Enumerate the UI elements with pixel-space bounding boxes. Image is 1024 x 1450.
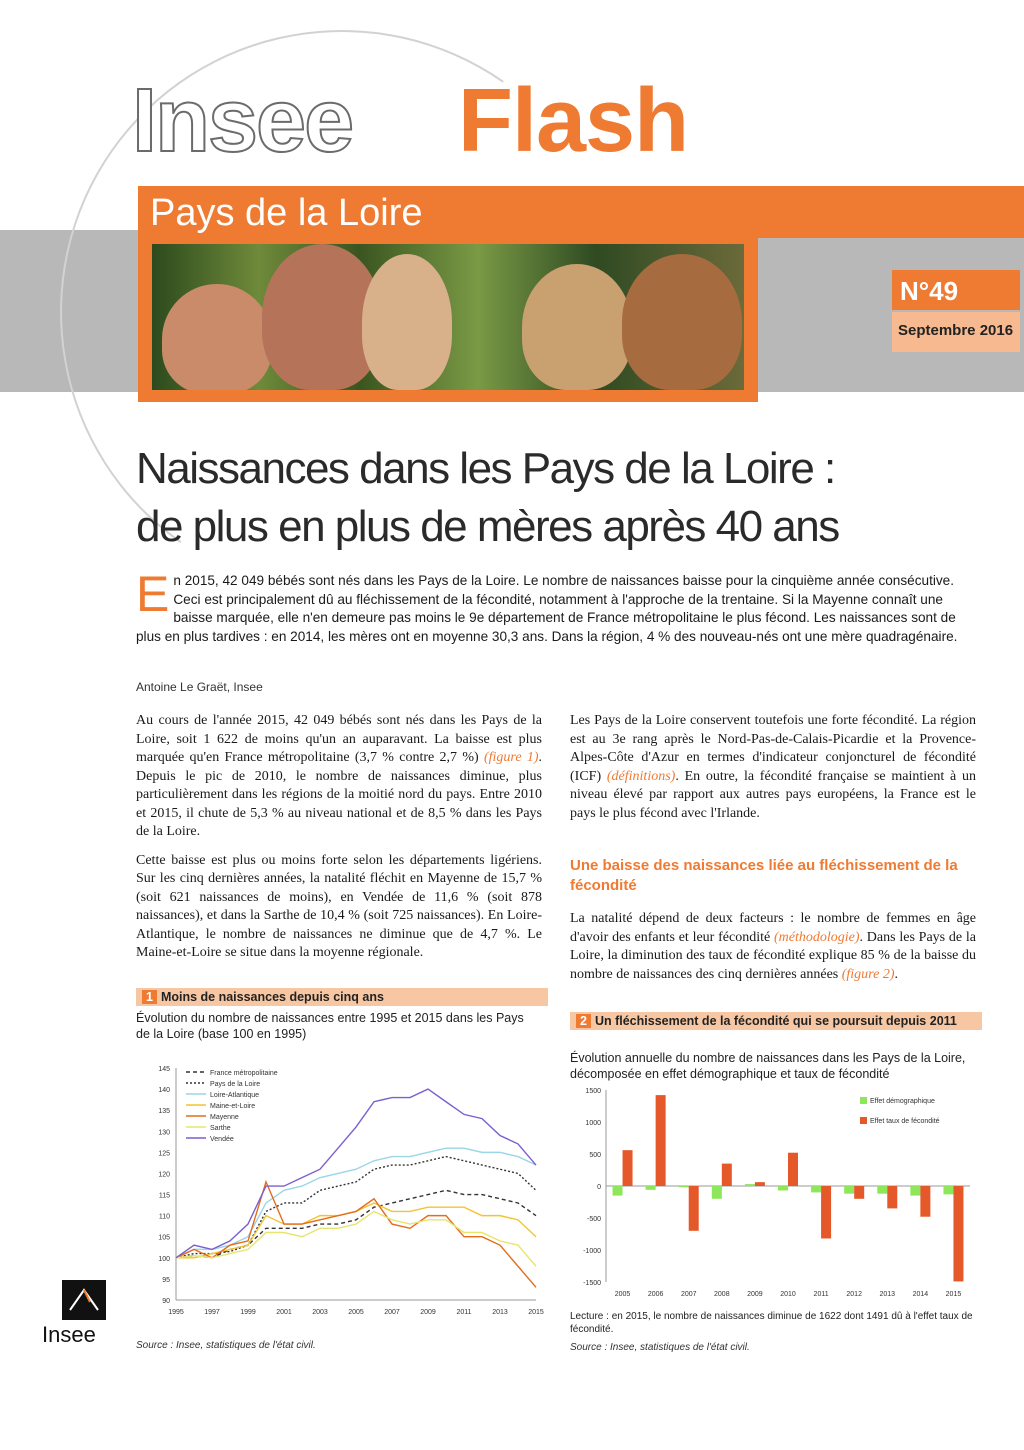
x-tick-label: 2007 (384, 1309, 400, 1316)
x-tick-label: 2010 (780, 1291, 796, 1298)
bar (811, 1186, 821, 1192)
figure2-title: 2 Un fléchissement de la fécondité qui se poursuit depuis 2011 (570, 1012, 982, 1030)
bar (854, 1186, 864, 1199)
bar (712, 1186, 722, 1199)
y-tick-label: 120 (158, 1171, 170, 1179)
x-tick-label: 2012 (846, 1291, 862, 1298)
legend-label: Pays de la Loire (210, 1081, 261, 1088)
bar (910, 1186, 920, 1196)
figure1-source: Source : Insee, statistiques de l'état civil. (136, 1340, 316, 1351)
legend-label: Mayenne (210, 1114, 239, 1121)
x-tick-label: 2006 (647, 1291, 664, 1298)
insee-logo-text: Insee (42, 1322, 96, 1347)
bar (788, 1153, 798, 1186)
lead-paragraph (136, 566, 976, 646)
y-tick-label: 500 (589, 1152, 601, 1159)
legend-label: Effet démographique (870, 1098, 935, 1105)
bar (887, 1186, 897, 1208)
dropcap: E (136, 566, 170, 622)
y-tick-label: 100 (158, 1255, 170, 1263)
x-tick-label: 2011 (456, 1309, 472, 1316)
y-tick-label: 115 (158, 1192, 170, 1200)
x-tick-label: 2003 (312, 1309, 328, 1316)
series-line (176, 1182, 536, 1287)
methodology-link[interactable]: (méthodologie) (773, 929, 860, 945)
legend-label: France métropolitaine (210, 1070, 278, 1077)
x-tick-label: 2005 (614, 1291, 631, 1298)
y-tick-label: 145 (158, 1066, 170, 1073)
figure2-subtitle: Évolution annuelle du nombre de naissances dans les Pays de la Loire, décomposée en effet démographique et taux de fécondité (570, 1051, 966, 1081)
bar (679, 1186, 689, 1187)
y-tick-label: 135 (158, 1108, 170, 1116)
bar (656, 1095, 666, 1186)
x-tick-label: 2011 (813, 1291, 829, 1298)
y-tick-label: 1500 (585, 1088, 601, 1095)
x-tick-label: 2001 (276, 1309, 292, 1316)
y-tick-label: 105 (158, 1234, 170, 1242)
x-tick-label: 2009 (747, 1291, 763, 1298)
brand-flash: Flash (458, 71, 689, 171)
y-tick-label: 140 (158, 1087, 170, 1095)
bar (745, 1184, 755, 1186)
figure-link[interactable]: (figure 2) (841, 966, 895, 982)
bar (722, 1164, 732, 1186)
figure2-bar-chart (570, 1082, 980, 1304)
x-tick-label: 1997 (204, 1309, 220, 1316)
y-tick-label: -1500 (583, 1280, 601, 1287)
x-tick-label: 1999 (240, 1309, 256, 1316)
series-line (176, 1157, 536, 1258)
bar (646, 1186, 656, 1190)
y-tick-label: 130 (158, 1129, 170, 1137)
paragraph: Cette baisse est plus ou moins forte selon les départements ligériens. Sur les cinq dernières années, la natalité fléchit en Mayenne de 15,7 % (soit 621 naissances de moins), en Vendée de 11,6 % (soit 878 naissances), et dans la Sarthe de 10,4 % (soit 725 naissances). En Loire-Atlantique, le nombre de naissances ne diminue que de 4,7 %. Le Maine-et-Loire se situe dans la moyenne régionale. (136, 852, 542, 960)
article-title (136, 440, 896, 556)
y-tick-label: 110 (158, 1213, 170, 1221)
cover-photo (152, 244, 744, 390)
bar (953, 1186, 963, 1281)
bar (778, 1186, 788, 1190)
article-title-line2: de plus en plus de mères après 40 ans (136, 502, 839, 551)
x-tick-label: 2008 (714, 1291, 730, 1298)
legend-label: Sarthe (210, 1125, 231, 1132)
x-tick-label: 2007 (680, 1291, 697, 1298)
y-tick-label: 95 (162, 1276, 170, 1284)
bar (755, 1182, 765, 1186)
column-left (136, 712, 542, 973)
y-tick-label: -1000 (583, 1248, 601, 1255)
y-tick-label: 1000 (585, 1120, 601, 1127)
bar (623, 1150, 633, 1186)
figure1-number: 1 (142, 990, 157, 1004)
bar (689, 1186, 699, 1231)
legend-label: Vendée (210, 1136, 234, 1143)
x-tick-label: 2005 (348, 1309, 364, 1316)
y-tick-label: 0 (597, 1184, 601, 1191)
figure2-number: 2 (576, 1014, 591, 1028)
bar (920, 1186, 930, 1217)
author: Antoine Le Graët, Insee (136, 680, 263, 694)
lead-text: n 2015, 42 049 bébés sont nés dans les Pays de la Loire. Le nombre de naissances baisse pour la cinquième année consécutive. Ceci est principalement dû au fléchissement de la fécondité, notamment à l'approche de la trentaine. Si la Mayenne connaît une baisse marquée, elle n'en demeure pas moins le 9e département de France métropolitaine le plus fécond. Les naissances sont de plus en plus tardives : en 2014, les mères ont en moyenne 30,3 ans. Dans la région, 4 % des nouveau-nés ont une mère quadragénaire. (136, 573, 958, 644)
figure2-note: Lecture : en 2015, le nombre de naissances diminue de 1622 dont 1491 dû à l'effet taux de fécondité. (570, 1311, 973, 1335)
definitions-link[interactable]: (définitions) (606, 768, 676, 784)
bar (821, 1186, 831, 1238)
column-right-continued (570, 910, 976, 994)
issue-date: Septembre 2016 (898, 322, 1014, 339)
insee-logo-mark (62, 1280, 106, 1320)
figure1-title: 1 Moins de naissances depuis cinq ans (136, 988, 548, 1006)
legend-label: Effet taux de fécondité (870, 1118, 940, 1125)
y-tick-label: 125 (158, 1150, 170, 1158)
paragraph: La natalité dépend de deux facteurs : le nombre de femmes en âge d'avoir des enfants et leur fécondité (méthodologie). Dans les Pays de la Loire, la diminution des taux de fécondité explique 85 % de la baisse du nombre de naissances des cinq dernières années (figure 2). (570, 911, 976, 982)
bar (943, 1186, 953, 1194)
x-tick-label: 1995 (168, 1309, 184, 1316)
x-tick-label: 2014 (912, 1291, 929, 1298)
bar (613, 1186, 623, 1196)
paragraph: Les Pays de la Loire conservent toutefois une forte fécondité. La région est au 3e rang après le Nord-Pas-de-Calais-Picardie et la Provence-Alpes-Côte d'Azur en termes d'indicateur conjoncturel de fécondité (ICF) (définitions). En outre, la fécondité française se maintient à un niveau élevé par rapport aux autres pays européens, la France est le pays le plus fécond avec l'Irlande. (570, 713, 976, 821)
legend-label: Loire-Atlantique (210, 1092, 260, 1099)
legend-swatch (860, 1097, 867, 1104)
y-tick-label: -500 (586, 1216, 601, 1223)
figure1-subtitle: Évolution du nombre de naissances entre 1995 et 2015 dans les Pays de la Loire (base 100 en 1995) (136, 1011, 524, 1041)
issue-number: N°49 (900, 276, 959, 306)
y-tick-label: 90 (162, 1298, 170, 1305)
x-tick-label: 2015 (528, 1309, 544, 1316)
legend-label: Maine-et-Loire (210, 1103, 256, 1110)
x-tick-label: 2009 (420, 1309, 436, 1316)
region-title: Pays de la Loire (150, 192, 423, 234)
x-tick-label: 2013 (492, 1309, 508, 1316)
bar (877, 1186, 887, 1194)
brand-insee: Insee (132, 71, 353, 171)
legend-swatch (860, 1117, 867, 1124)
article-title-line1: Naissances dans les Pays de la Loire : (136, 444, 835, 493)
figure1-line-chart (136, 1060, 546, 1330)
figure-link[interactable]: (figure 1) (483, 750, 539, 765)
bar (844, 1186, 854, 1194)
x-tick-label: 2013 (879, 1291, 896, 1298)
section-heading: Une baisse des naissances liée au fléchissement de la fécondité (570, 857, 958, 894)
x-tick-label: 2015 (945, 1291, 962, 1298)
column-right (570, 712, 976, 833)
figure2-source: Source : Insee, statistiques de l'état civil. (570, 1342, 750, 1353)
paragraph: Au cours de l'année 2015, 42 049 bébés sont nés dans les Pays de la Loire, soit 1 622 de moins qu'un an auparavant. La baisse est plus marquée qu'en France métropolitaine (3,7 % contre 2,7 %) (figure 1). Depuis le pic de 2010, le nombre de naissances diminue, plus particulièrement dans les régions de la moitié nord du pays. Entre 2010 et 2015, il chute de 5,3 % au niveau national et de 8,5 % dans les Pays de la Loire. (136, 713, 542, 839)
